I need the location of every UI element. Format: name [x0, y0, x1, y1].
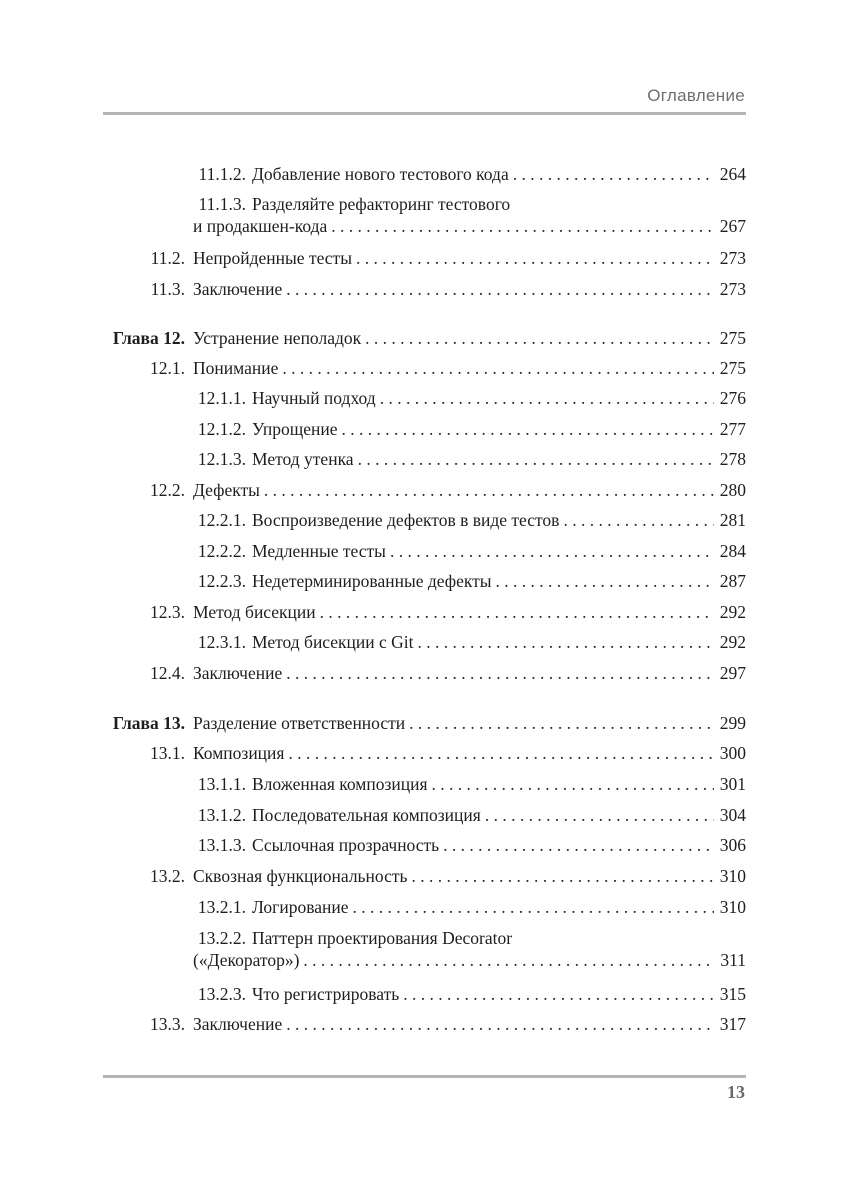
entry-number: 11.2. [150, 248, 185, 268]
toc-entry[interactable] [145, 278, 746, 300]
running-header: Оглавление [647, 86, 745, 105]
entry-page: 304 [719, 805, 746, 825]
toc-entry[interactable] [193, 983, 746, 1005]
entry-title: Добавление нового тестового кода [252, 164, 509, 184]
footer-rule [103, 1075, 746, 1078]
entry-page: 264 [719, 164, 746, 184]
entry-page: 278 [719, 449, 746, 469]
entry-title: Заключение [193, 279, 283, 299]
leader-dots [418, 631, 714, 653]
leader-dots [403, 983, 714, 1005]
toc-entry[interactable] [193, 387, 746, 409]
entry-page: 315 [719, 984, 746, 1004]
entry-number: 13.3. [150, 1014, 185, 1034]
toc-entry[interactable] [145, 1013, 746, 1035]
toc-entry[interactable] [193, 163, 746, 185]
chapter-number: Глава 12. [112, 328, 185, 348]
entry-number: 12.1.1. [197, 388, 246, 408]
leader-dots [286, 662, 714, 684]
toc-entry[interactable] [193, 834, 746, 856]
toc-entry[interactable] [193, 631, 746, 653]
entry-title: Метод бисекции с Git [252, 632, 414, 652]
chapter-number: Глава 13. [112, 713, 185, 733]
toc-chapter-entry[interactable] [103, 327, 746, 349]
entry-title-continued: и продакшен-кода [193, 216, 328, 236]
entry-page: 317 [719, 1014, 746, 1034]
entry-title: Заключение [193, 663, 283, 683]
entry-title: Логирование [252, 897, 349, 917]
toc-entry[interactable] [145, 742, 746, 764]
entry-number: 12.1.2. [197, 419, 246, 439]
leader-dots [412, 865, 715, 887]
entry-title: Воспроизведение дефектов в виде тестов [252, 510, 560, 530]
toc-entry[interactable] [193, 773, 746, 795]
entry-number: 11.3. [150, 279, 185, 299]
entry-page: 300 [719, 743, 746, 763]
toc-entry[interactable] [145, 662, 746, 684]
toc-entry[interactable] [193, 193, 746, 237]
page-number: 13 [727, 1082, 745, 1102]
leader-dots [365, 327, 714, 349]
entry-title: Ссылочная прозрачность [252, 835, 440, 855]
leader-dots [282, 357, 714, 379]
toc-entry[interactable] [193, 418, 746, 440]
entry-title: Медленные тесты [252, 541, 386, 561]
toc-entry[interactable] [193, 570, 746, 592]
toc-entry[interactable] [193, 509, 746, 531]
entry-page: 292 [719, 602, 746, 622]
entry-page: 310 [719, 897, 746, 917]
entry-title: Устранение неполадок [193, 328, 362, 348]
entry-title: Последовательная композиция [252, 805, 481, 825]
toc-entry[interactable] [193, 927, 746, 971]
entry-number: 12.2.1. [197, 510, 246, 530]
entry-number: 13.2.2. [197, 928, 246, 948]
entry-page: 275 [719, 358, 746, 378]
toc-entry[interactable] [193, 540, 746, 562]
entry-title: Упрощение [252, 419, 338, 439]
entry-title: Недетерминированные дефекты [252, 571, 492, 591]
entry-page: 277 [719, 419, 746, 439]
leader-dots [443, 834, 714, 856]
toc-entry[interactable] [193, 896, 746, 918]
leader-dots [341, 418, 714, 440]
entry-page: 267 [719, 216, 746, 236]
toc-chapter-entry[interactable] [103, 712, 746, 734]
leader-dots [353, 896, 714, 918]
entry-page: 281 [719, 510, 746, 530]
leader-dots [513, 163, 714, 185]
entry-title-continued: («Декоратор») [193, 950, 300, 970]
entry-title: Метод утенка [252, 449, 354, 469]
entry-page: 306 [719, 835, 746, 855]
entry-page: 287 [719, 571, 746, 591]
entry-title: Вложенная композиция [252, 774, 428, 794]
leader-dots [485, 804, 714, 826]
leader-dots [409, 712, 714, 734]
entry-number: 13.1.2. [197, 805, 246, 825]
entry-title: Заключение [193, 1014, 283, 1034]
entry-page: 310 [719, 866, 746, 886]
entry-number: 13.1.3. [197, 835, 246, 855]
entry-title: Композиция [193, 743, 285, 763]
entry-page: 275 [719, 328, 746, 348]
entry-title: Понимание [193, 358, 279, 378]
leader-dots [264, 479, 714, 501]
toc-entry[interactable] [145, 601, 746, 623]
entry-page: 276 [719, 388, 746, 408]
leader-dots [286, 278, 714, 300]
leader-dots [380, 387, 714, 409]
toc-entry[interactable] [145, 479, 746, 501]
entry-title: Научный подход [252, 388, 376, 408]
entry-number: 11.1.3. [198, 194, 246, 214]
entry-page: 292 [719, 632, 746, 652]
entry-number: 12.3.1. [197, 632, 246, 652]
leader-dots [303, 949, 714, 971]
entry-number: 12.2. [150, 480, 185, 500]
leader-dots [288, 742, 714, 764]
entry-title: Паттерн проектирования Decorator [252, 928, 513, 948]
entry-page: 284 [719, 541, 746, 561]
leader-dots [320, 601, 714, 623]
entry-page: 273 [719, 279, 746, 299]
entry-number: 12.1. [150, 358, 185, 378]
entry-page: 301 [719, 774, 746, 794]
entry-number: 13.2.1. [197, 897, 246, 917]
toc-entry[interactable] [145, 247, 746, 269]
entry-page: 311 [720, 950, 746, 970]
entry-title: Сквозная функциональность [193, 866, 408, 886]
entry-title: Метод бисекции [193, 602, 316, 622]
entry-number: 13.1. [150, 743, 185, 763]
entry-title: Что регистрировать [252, 984, 400, 1004]
entry-title: Дефекты [193, 480, 260, 500]
toc-entry[interactable] [193, 804, 746, 826]
leader-dots [286, 1013, 714, 1035]
entry-page: 299 [719, 713, 746, 733]
toc-entry[interactable] [145, 865, 746, 887]
leader-dots [563, 509, 714, 531]
entry-number: 13.2. [150, 866, 185, 886]
entry-number: 12.3. [150, 602, 185, 622]
toc-entry[interactable] [193, 448, 746, 470]
leader-dots [496, 570, 714, 592]
entry-page: 297 [719, 663, 746, 683]
leader-dots [432, 773, 714, 795]
leader-dots [358, 448, 714, 470]
leader-dots [331, 215, 714, 237]
entry-number: 11.1.2. [198, 164, 246, 184]
entry-number: 13.2.3. [197, 984, 246, 1004]
entry-title: Непройденные тесты [193, 248, 352, 268]
entry-number: 13.1.1. [197, 774, 246, 794]
entry-number: 12.2.2. [197, 541, 246, 561]
entry-page: 273 [719, 248, 746, 268]
entry-page: 280 [719, 480, 746, 500]
entry-title: Разделение ответственности [193, 713, 406, 733]
entry-title: Разделяйте рефакторинг тестового [252, 194, 511, 214]
toc-entry[interactable] [145, 357, 746, 379]
leader-dots [390, 540, 714, 562]
entry-number: 12.1.3. [197, 449, 246, 469]
entry-number: 12.4. [150, 663, 185, 683]
leader-dots [356, 247, 714, 269]
entry-number: 12.2.3. [197, 571, 246, 591]
